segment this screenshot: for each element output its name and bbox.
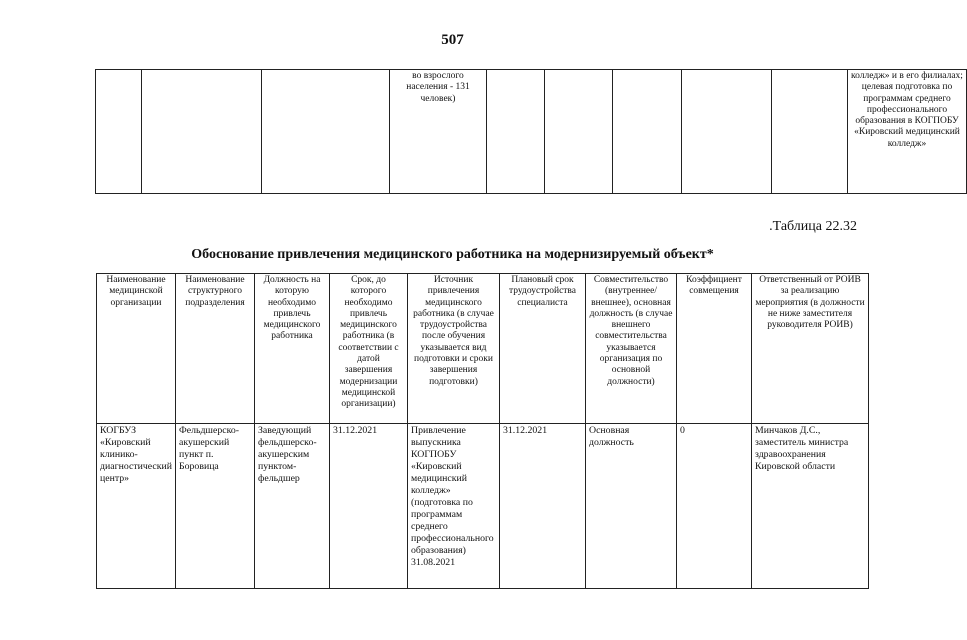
column-header: Должность на которую необходимо привлечь медицинского работника bbox=[255, 274, 330, 424]
table-cell: Заведующий фельдшерско-акушерским пунктом-фельдшер bbox=[255, 424, 330, 589]
continued-table bbox=[95, 69, 967, 194]
table-cell bbox=[772, 70, 848, 194]
table-cell bbox=[262, 70, 390, 194]
column-header: Срок, до которого необходимо привлечь медицинского работника (в соответствии с датой завершения модернизации медицинской организации) bbox=[330, 274, 408, 424]
table-cell: Минчаков Д.С., заместитель министра здравоохранения Кировской области bbox=[752, 424, 869, 589]
column-header: Совместительство (внутреннее/внешнее), основная должность (в случае внешнего совместительства указывается организация по основной должности) bbox=[586, 274, 677, 424]
column-header: Источник привлечения медицинского работника (в случае трудоустройства после обучения указывается вид подготовки и сроки завершения подготовки) bbox=[408, 274, 500, 424]
table-cell: 31.12.2021 bbox=[330, 424, 408, 589]
table-cell: КОГБУЗ «Кировский клинико-диагностический центр» bbox=[97, 424, 176, 589]
document-title: Обоснование привлечения медицинского работника на модернизируемый объект* bbox=[191, 247, 714, 262]
table-cell: 31.12.2021 bbox=[500, 424, 586, 589]
table-row bbox=[97, 424, 869, 589]
column-header: Ответственный от РОИВ за реализацию мероприятия (в должности не ниже заместителя руководителя РОИВ) bbox=[752, 274, 869, 424]
table-cell bbox=[613, 70, 682, 194]
table-cell: Основная должность bbox=[586, 424, 677, 589]
table-cell: во взрослого населения - 131 человек) bbox=[390, 70, 487, 194]
column-header: Плановый срок трудоустройства специалиста bbox=[500, 274, 586, 424]
column-header: Наименование структурного подразделения bbox=[176, 274, 255, 424]
table-cell: 0 bbox=[677, 424, 752, 589]
table-cell bbox=[545, 70, 613, 194]
table-cell bbox=[487, 70, 545, 194]
column-header: Наименование медицинской организации bbox=[97, 274, 176, 424]
table-cell bbox=[682, 70, 772, 194]
table-cell: Привлечение выпускника КОГПОБУ «Кировский медицинский колледж» (подготовка по программам среднего профессионального образования) 31.08.2021 bbox=[408, 424, 500, 589]
page-number: 507 bbox=[441, 32, 464, 48]
table-row bbox=[96, 70, 967, 194]
table-number: .Таблица 22.32 bbox=[769, 219, 857, 234]
header-row bbox=[97, 274, 869, 424]
column-header: Коэффициент совмещения bbox=[677, 274, 752, 424]
table-cell bbox=[142, 70, 262, 194]
table-cell bbox=[96, 70, 142, 194]
table-cell: колледж» и в его филиалах; целевая подготовка по программам среднего профессионального образования в КОГПОБУ «Кировский медицинский колледж» bbox=[848, 70, 967, 194]
table-cell: Фельдшерско-акушерский пункт п. Боровица bbox=[176, 424, 255, 589]
justification-table bbox=[96, 273, 869, 589]
